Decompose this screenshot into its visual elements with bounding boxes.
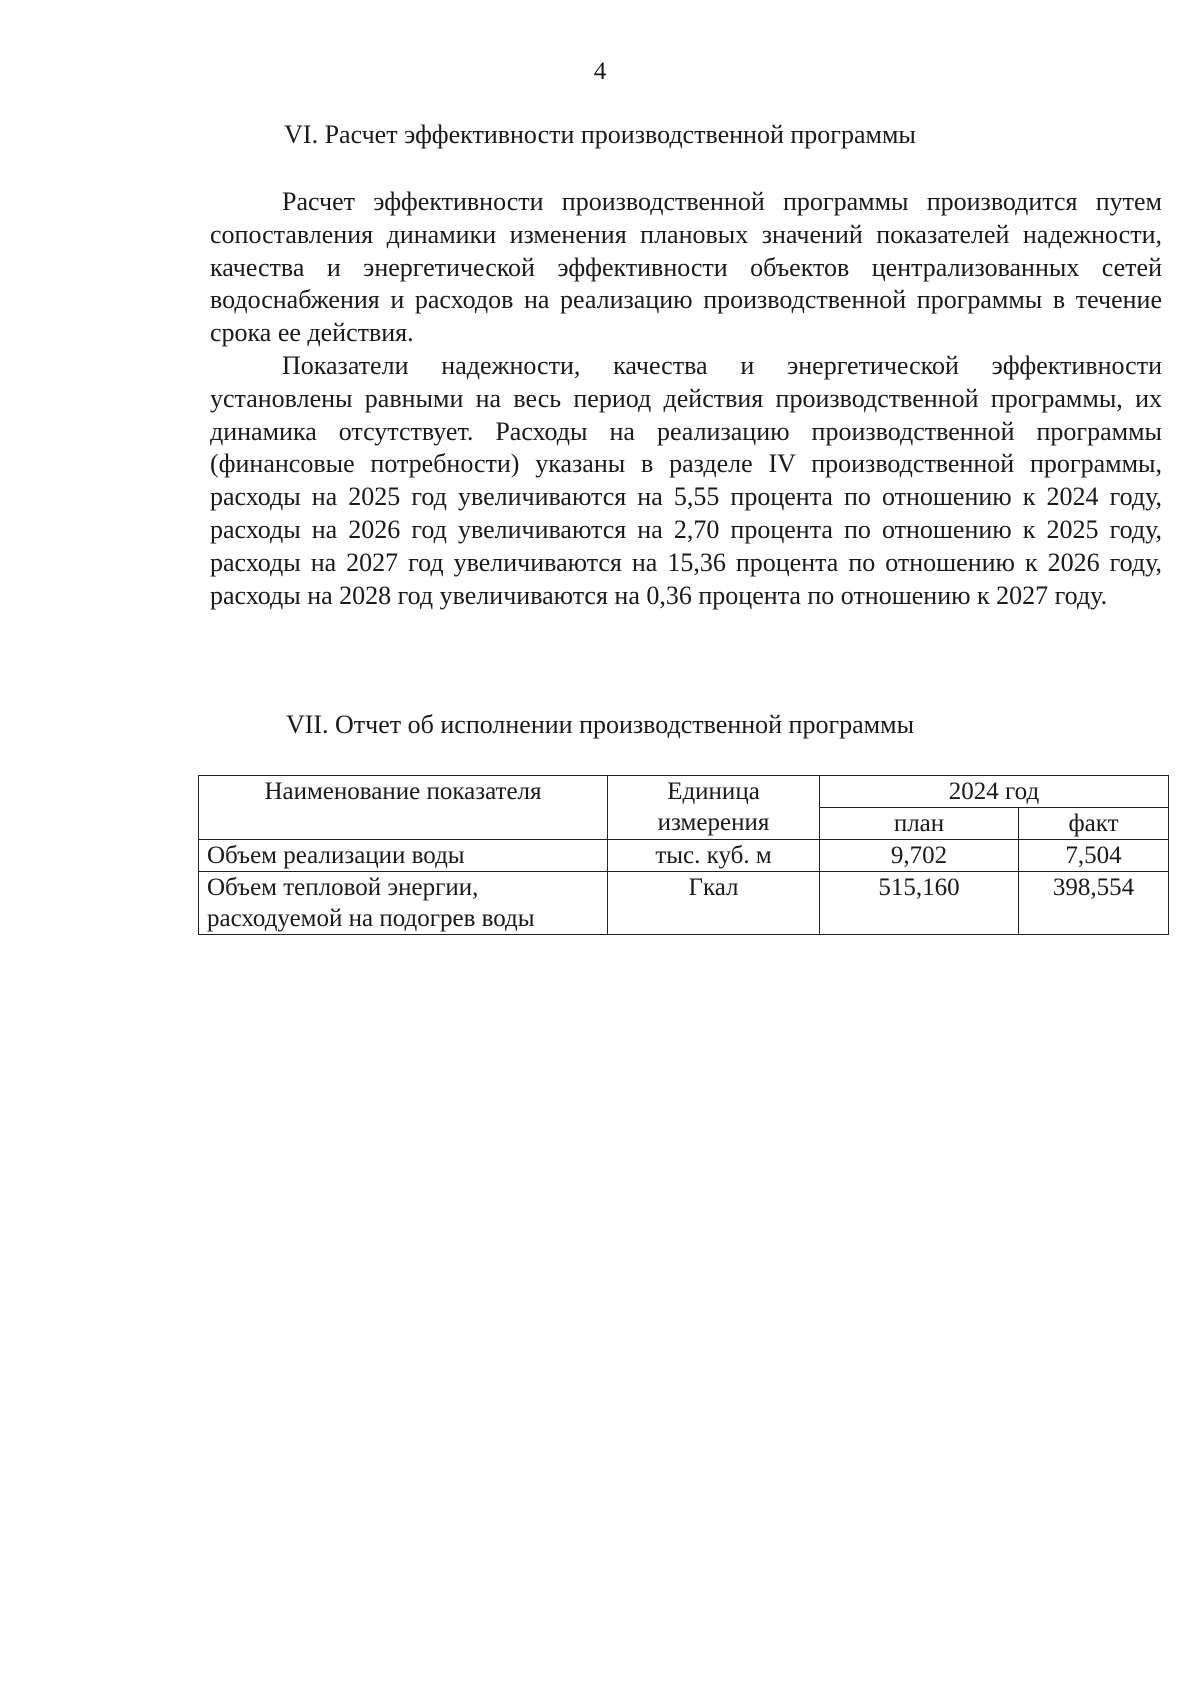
table-header-row [199,776,1169,808]
header-unit: Единица измерения [608,776,820,840]
section-vi-body [210,186,1162,612]
table-row [199,840,1169,872]
cell-fact: 398,554 [1019,872,1169,935]
cell-indicator-name: Объем тепловой энергии, расходуемой на подогрев воды [199,872,608,935]
paragraph-indicators-expenses: Показатели надежности, качества и энергетической эффективности установлены равными на весь период действия производственной программы, их динамика отсутствует. Расходы на реализацию производственной программы (финансовые потребности) указаны в разделе IV производственной программы, расходы на 2025 год увеличиваются на 5,55 процента по отношению к 2024 году, расходы на 2026 год увеличиваются на 2,70 процента по отношению к 2025 году, расходы на 2027 год увеличиваются на 15,36 процента по отношению к 2026 году, расходы на 2028 год увеличиваются на 0,36 процента по отношению к 2027 году. [210,350,1162,610]
page-number: 4 [593,58,607,85]
table-row [199,872,1169,935]
cell-unit: Гкал [608,872,820,935]
section-vii-title: VII. Отчет об исполнении производственной программы [285,710,915,739]
header-indicator-name: Наименование показателя [199,776,608,840]
header-year: 2024 год [820,776,1169,808]
header-plan: план [820,808,1019,840]
section-vi-title: VI. Расчет эффективности производственной программы [284,120,916,149]
cell-indicator-name: Объем реализации воды [199,840,608,872]
paragraph-efficiency-calculation: Расчет эффективности производственной программы производится путем сопоставления динамики изменения плановых значений показателей надежности, качества и энергетической эффективности объектов централизованных сетей водоснабжения и расходов на реализацию производственной программы в течение срока ее действия. [210,187,1162,348]
cell-fact: 7,504 [1019,840,1169,872]
cell-plan: 515,160 [820,872,1019,935]
cell-unit: тыс. куб. м [608,840,820,872]
header-fact: факт [1019,808,1169,840]
cell-plan: 9,702 [820,840,1019,872]
execution-report-table [198,775,1169,935]
